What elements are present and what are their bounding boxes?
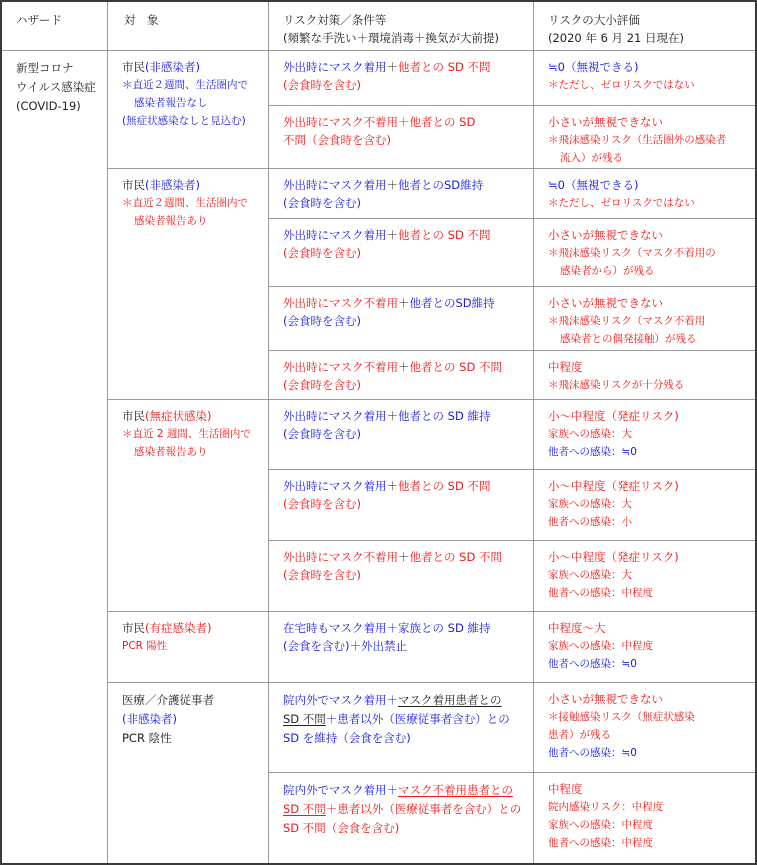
measure-cell — [269, 683, 533, 748]
evaluation-note: ＊ただし、ゼロリスクではない — [548, 197, 695, 209]
measure-part: 他者との SD 不問 — [398, 479, 491, 493]
measure-line2: (会食時を含む) — [283, 314, 361, 328]
evaluation-note: 感染者との偶発接触）が残る — [560, 333, 697, 345]
measure-cell — [269, 541, 533, 584]
measure-line2: (会食時を含む) — [283, 497, 361, 511]
measure-cell — [269, 169, 533, 212]
hazard-name-line2: ウイルス感染症 — [16, 80, 96, 94]
measure-cell — [269, 106, 533, 149]
hazard-cell — [2, 51, 107, 116]
measure-line2: (会食時を含む) — [283, 196, 361, 210]
header-evaluation — [534, 2, 755, 47]
measure-part: 他者との SD 不問 — [409, 550, 502, 564]
evaluation-family: 家族への感染：大 — [548, 569, 632, 581]
measure-line3: SD 不問（会食を含む) — [283, 821, 400, 835]
evaluation-main: 小さいが無視できない — [548, 296, 663, 310]
evaluation-cell — [534, 351, 755, 394]
evaluation-cell — [534, 51, 755, 94]
measure-part: 外出時にマスク着用 — [283, 228, 387, 242]
header-measures-title: リスク対策／条件等 — [283, 13, 387, 27]
target-title: 市民 — [122, 178, 145, 192]
evaluation-note: ＊飛沫感染リスクが十分残る — [548, 379, 685, 391]
target-status: (非感染者) — [122, 712, 177, 726]
evaluation-main: 小さいが無視できない — [548, 692, 663, 706]
target-status: (非感染者) — [145, 60, 200, 74]
measure-part: 他者との SD 維持 — [398, 409, 491, 423]
measure-cell — [269, 287, 533, 330]
measure-part: 他者との SD 不問 — [409, 360, 502, 374]
target-title: 医療／介護従事者 — [122, 693, 214, 707]
header-measures-subtitle: (頻繁な手洗い＋環境消毒＋換気が大前提) — [283, 31, 499, 45]
measure-part-underlined: マスク着用患者との — [398, 693, 502, 707]
evaluation-note: ＊ただし、ゼロリスクではない — [548, 79, 695, 91]
measure-part: 院内外でマスク着用＋ — [283, 783, 398, 797]
evaluation-note: ＊接触感染リスク（無症状感染 — [548, 711, 695, 723]
measure-line2: (会食時を含む) — [283, 378, 361, 392]
measure-line3: SD を維持（会食を含む) — [283, 731, 411, 745]
hazard-name-line3: (COVID-19) — [16, 99, 81, 113]
measure-part-underlined: SD 不問 — [283, 802, 326, 816]
header-target — [108, 2, 268, 29]
target-note: 感染者報告あり — [134, 215, 208, 227]
measure-line2: (会食時を含む) — [283, 427, 361, 441]
evaluation-main: 小さいが無視できない — [548, 115, 663, 129]
evaluation-others: 他者への感染：≒0 — [548, 747, 637, 759]
plus-sign: ＋ — [386, 409, 398, 423]
target-note: ＊直近 2 週間、生活圏内で — [122, 428, 251, 440]
target-note: (無症状感染なしと見込む) — [122, 115, 246, 127]
evaluation-cell — [534, 612, 755, 673]
evaluation-main: 中程度 — [548, 360, 583, 374]
evaluation-main: ≒0（無視できる) — [548, 178, 639, 192]
evaluation-family: 家族への感染：大 — [548, 498, 632, 510]
measure-line2: 不問（会食時を含む) — [283, 133, 391, 147]
target-note: PCR 陰性 — [122, 731, 172, 745]
evaluation-note: ＊飛沫感染リスク（マスク不着用の — [548, 247, 716, 259]
measure-part: 他者とのSD維持 — [409, 296, 495, 310]
target-cell-healthcare-worker — [108, 683, 268, 748]
evaluation-family: 家族への感染：大 — [548, 428, 632, 440]
target-cell-citizen-uninfected-no-report — [108, 51, 268, 130]
header-measures — [269, 2, 533, 47]
target-title: 市民 — [122, 409, 145, 423]
measure-part: 外出時にマスク不着用 — [283, 115, 398, 129]
plus-sign: ＋ — [386, 228, 398, 242]
measure-part: 他者との SD — [409, 115, 476, 129]
target-cell-citizen-uninfected-report — [108, 169, 268, 230]
evaluation-main: 中程度 — [548, 782, 583, 796]
evaluation-main: 小さいが無視できない — [548, 228, 663, 242]
measure-line1: 在宅時もマスク着用＋家族との SD 維持 — [283, 621, 491, 635]
target-cell-citizen-asymptomatic — [108, 400, 268, 461]
plus-sign: ＋ — [386, 60, 398, 74]
evaluation-cell — [534, 287, 755, 348]
measure-line2: (会食時を含む) — [283, 568, 361, 582]
measure-line2: (会食時を含む) — [283, 246, 361, 260]
plus-sign: ＋ — [398, 115, 410, 129]
measure-cell — [269, 219, 533, 262]
measure-part: 院内外でマスク着用＋ — [283, 693, 398, 707]
measure-cell — [269, 51, 533, 94]
evaluation-main: 小～中程度（発症リスク) — [548, 550, 679, 564]
plus-sign: ＋ — [398, 296, 410, 310]
header-evaluation-title: リスクの大小評価 — [548, 13, 640, 27]
header-hazard — [2, 2, 107, 29]
measure-part: 外出時にマスク不着用 — [283, 360, 398, 374]
evaluation-family: 家族への感染：中程度 — [548, 819, 653, 831]
evaluation-others: 他者への感染：≒0 — [548, 658, 637, 670]
evaluation-cell — [534, 169, 755, 212]
evaluation-cell — [534, 106, 755, 167]
measure-part-underlined: SD 不問 — [283, 712, 326, 726]
measure-part: ＋患者以外（医療従事者を含む）との — [325, 802, 522, 816]
evaluation-others: 他者への感染：小 — [548, 516, 632, 528]
header-evaluation-date: (2020 年 6 月 21 日現在) — [548, 31, 684, 45]
measure-part: 他者とのSD維持 — [398, 178, 484, 192]
evaluation-note: 感染者から）が残る — [560, 265, 655, 277]
measure-part: 他者との SD 不問 — [398, 228, 491, 242]
measure-cell — [269, 470, 533, 513]
target-note: 感染者報告あり — [134, 446, 208, 458]
evaluation-others: 他者への感染：中程度 — [548, 587, 653, 599]
evaluation-cell — [534, 773, 755, 852]
measure-cell — [269, 400, 533, 443]
measure-part: 外出時にマスク不着用 — [283, 296, 398, 310]
measure-line2: (会食時を含む) — [283, 78, 361, 92]
plus-sign: ＋ — [386, 479, 398, 493]
evaluation-note: 流入）が残る — [560, 152, 623, 164]
evaluation-others: 他者への感染：中程度 — [548, 837, 653, 849]
evaluation-cell — [534, 400, 755, 461]
evaluation-family: 家族への感染：中程度 — [548, 640, 653, 652]
evaluation-note: 患者）が残る — [548, 729, 611, 741]
measure-part: 外出時にマスク着用 — [283, 479, 387, 493]
evaluation-note: ＊飛沫感染リスク（生活圏外の感染者 — [548, 134, 727, 146]
hazard-name-line1: 新型コロナ — [16, 61, 74, 75]
evaluation-cell — [534, 541, 755, 602]
target-note: ＊直近２週間、生活圏内で — [122, 79, 248, 91]
evaluation-cell — [534, 683, 755, 762]
target-status: (非感染者) — [145, 178, 200, 192]
header-target-label: 対 象 — [124, 13, 159, 27]
measure-cell — [269, 612, 533, 655]
measure-part: 外出時にマスク着用 — [283, 178, 387, 192]
evaluation-main: 小～中程度（発症リスク) — [548, 409, 679, 423]
target-note: PCR 陽性 — [122, 640, 168, 652]
measure-part: ＋患者以外（医療従事者含む）との — [325, 712, 510, 726]
measure-cell — [269, 773, 533, 838]
evaluation-cell — [534, 219, 755, 280]
header-hazard-label: ハザード — [16, 13, 62, 27]
plus-sign: ＋ — [386, 178, 398, 192]
measure-cell — [269, 351, 533, 394]
plus-sign: ＋ — [398, 550, 410, 564]
plus-sign: ＋ — [398, 360, 410, 374]
measure-line2: (会食を含む)＋外出禁止 — [283, 639, 407, 653]
measure-part: 外出時にマスク着用 — [283, 409, 387, 423]
evaluation-note: ＊飛沫感染リスク（マスク不着用 — [548, 315, 706, 327]
evaluation-hospital: 院内感染リスク：中程度 — [548, 801, 664, 813]
evaluation-cell — [534, 470, 755, 531]
measure-part-underlined: マスク不着用患者との — [398, 783, 513, 797]
target-note: ＊直近２週間、生活圏内で — [122, 197, 248, 209]
evaluation-main: 小～中程度（発症リスク) — [548, 479, 679, 493]
evaluation-main: ≒0（無視できる) — [548, 60, 639, 74]
measure-part: 外出時にマスク着用 — [283, 60, 387, 74]
target-status: (無症状感染) — [145, 409, 212, 423]
measure-part: 他者との SD 不問 — [398, 60, 491, 74]
target-status: (有症感染者) — [145, 621, 212, 635]
measure-part: 外出時にマスク不着用 — [283, 550, 398, 564]
target-title: 市民 — [122, 60, 145, 74]
target-title: 市民 — [122, 621, 145, 635]
evaluation-main: 中程度～大 — [548, 621, 606, 635]
target-cell-citizen-symptomatic — [108, 612, 268, 655]
target-note: 感染者報告なし — [134, 97, 208, 109]
evaluation-others: 他者への感染：≒0 — [548, 446, 637, 458]
